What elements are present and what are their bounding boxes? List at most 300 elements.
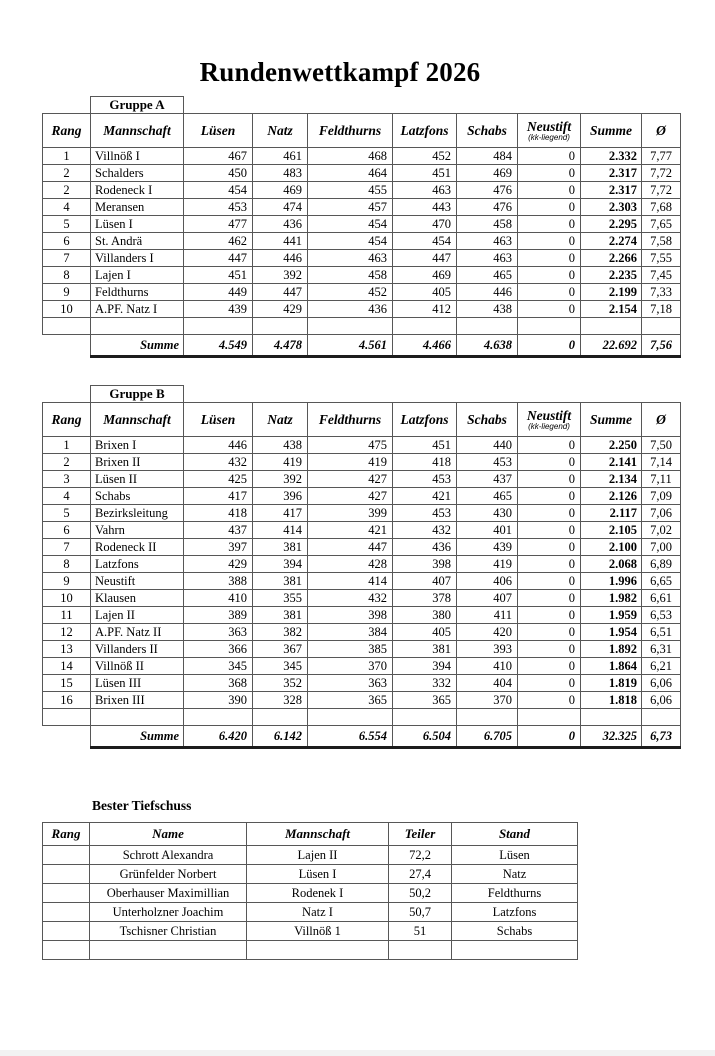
table-row [43, 922, 578, 941]
feldthurns-score-cell: 363 [308, 675, 393, 692]
schabs-score-cell: 465 [457, 488, 518, 505]
header-label: Natz [267, 411, 293, 427]
latzfons-score-cell: 453 [393, 505, 457, 522]
summe-cell [581, 318, 642, 335]
gruppe-b-label: Gruppe B [90, 385, 184, 403]
schabs-score-cell: 393 [457, 641, 518, 658]
neustift-score-cell: 0 [518, 641, 581, 658]
table-row [43, 301, 681, 318]
summe-cell: 2.134 [581, 471, 642, 488]
table-row [43, 590, 681, 607]
header-row [43, 823, 578, 846]
luesen-score-cell: 366 [184, 641, 253, 658]
rang-cell: 8 [43, 556, 91, 573]
table-row [43, 884, 578, 903]
neustift-score-cell: 0 [518, 437, 581, 454]
average-cell: 7,11 [642, 471, 681, 488]
neustift-score-cell: 0 [518, 301, 581, 318]
page-bottom-edge [0, 1050, 715, 1056]
summe-cell: 2.199 [581, 284, 642, 301]
latzfons-score-cell: 463 [393, 182, 457, 199]
summe-latzfons-cell: 6.504 [393, 726, 457, 748]
latzfons-score-cell: 451 [393, 165, 457, 182]
column-header-rang [43, 403, 91, 437]
column-header-natz [253, 114, 308, 148]
summe-cell: 1.996 [581, 573, 642, 590]
latzfons-score-cell: 469 [393, 267, 457, 284]
latzfons-score-cell: 365 [393, 692, 457, 709]
table-row [43, 709, 681, 726]
stand-cell: Schabs [452, 922, 578, 941]
header-label: Summe [589, 122, 632, 138]
blank-cell [43, 726, 91, 748]
luesen-score-cell: 345 [184, 658, 253, 675]
summe-cell: 2.117 [581, 505, 642, 522]
header-label: Neustift [526, 408, 572, 423]
luesen-score-cell: 432 [184, 454, 253, 471]
mannschaft-cell: Rodenek I [247, 884, 389, 903]
feldthurns-score-cell: 436 [308, 301, 393, 318]
average-cell: 7,33 [642, 284, 681, 301]
mannschaft-cell: Lüsen III [91, 675, 184, 692]
table-row [43, 182, 681, 199]
mannschaft-cell: St. Andrä [91, 233, 184, 250]
column-header-neustift [518, 114, 581, 148]
luesen-score-cell: 429 [184, 556, 253, 573]
header-label: Mannschaft [103, 411, 171, 427]
rang-cell: 1 [43, 148, 91, 165]
column-header-rang: Rang [43, 823, 90, 846]
luesen-score-cell: 437 [184, 522, 253, 539]
latzfons-score-cell: 407 [393, 573, 457, 590]
header-sublabel: (kk-liegend) [528, 133, 570, 142]
neustift-score-cell: 0 [518, 505, 581, 522]
rang-cell [43, 318, 91, 335]
rang-cell [43, 903, 90, 922]
neustift-score-cell: 0 [518, 250, 581, 267]
header-label: Latzfons [400, 411, 449, 427]
mannschaft-cell: Lajen II [247, 846, 389, 865]
summe-neustift-cell: 0 [518, 335, 581, 357]
mannschaft-cell: Villanders II [91, 641, 184, 658]
header-label: Lüsen [200, 122, 236, 138]
natz-score-cell: 392 [253, 267, 308, 284]
mannschaft-cell: Lüsen II [91, 471, 184, 488]
column-header-durchschnitt [642, 114, 681, 148]
luesen-score-cell: 446 [184, 437, 253, 454]
teiler-cell: 50,2 [389, 884, 452, 903]
natz-score-cell: 474 [253, 199, 308, 216]
neustift-score-cell: 0 [518, 573, 581, 590]
feldthurns-score-cell: 463 [308, 250, 393, 267]
average-cell: 7,65 [642, 216, 681, 233]
name-cell: Oberhauser Maximillian [90, 884, 247, 903]
table-row [43, 624, 681, 641]
column-header-summe [581, 114, 642, 148]
table-row [43, 658, 681, 675]
schabs-score-cell [457, 709, 518, 726]
rang-cell: 13 [43, 641, 91, 658]
latzfons-score-cell: 412 [393, 301, 457, 318]
luesen-score-cell: 467 [184, 148, 253, 165]
rang-cell: 11 [43, 607, 91, 624]
table-row [43, 233, 681, 250]
schabs-score-cell: 406 [457, 573, 518, 590]
natz-score-cell: 355 [253, 590, 308, 607]
rang-cell: 4 [43, 199, 91, 216]
summe-summe-cell: 22.692 [581, 335, 642, 357]
mannschaft-cell: Villnöß II [91, 658, 184, 675]
schabs-score-cell: 437 [457, 471, 518, 488]
average-cell: 6,06 [642, 692, 681, 709]
average-cell: 6,89 [642, 556, 681, 573]
average-cell [642, 709, 681, 726]
header-label: Feldthurns [318, 122, 382, 138]
column-header-durchschnitt [642, 403, 681, 437]
neustift-score-cell: 0 [518, 233, 581, 250]
mannschaft-cell: Lüsen I [91, 216, 184, 233]
average-cell: 6,31 [642, 641, 681, 658]
natz-score-cell: 436 [253, 216, 308, 233]
tiefschuss-table [42, 822, 578, 960]
rang-cell: 9 [43, 573, 91, 590]
natz-score-cell: 441 [253, 233, 308, 250]
summe-cell: 2.332 [581, 148, 642, 165]
header-label: Neustift [526, 119, 572, 134]
average-cell: 7,14 [642, 454, 681, 471]
table-row [43, 846, 578, 865]
natz-score-cell: 352 [253, 675, 308, 692]
summe-schabs-cell: 4.638 [457, 335, 518, 357]
header-label: Lüsen [200, 411, 236, 427]
header-label: Schabs [467, 122, 507, 138]
schabs-score-cell: 401 [457, 522, 518, 539]
header-label: Ø [656, 122, 666, 138]
teiler-cell: 51 [389, 922, 452, 941]
table-row [43, 267, 681, 284]
rang-cell: 6 [43, 522, 91, 539]
table-row [43, 505, 681, 522]
neustift-score-cell: 0 [518, 182, 581, 199]
latzfons-score-cell: 421 [393, 488, 457, 505]
average-cell: 7,06 [642, 505, 681, 522]
luesen-score-cell: 390 [184, 692, 253, 709]
mannschaft-cell: Lajen II [91, 607, 184, 624]
header-label: Latzfons [400, 122, 449, 138]
luesen-score-cell: 397 [184, 539, 253, 556]
column-header-feldthurns [308, 114, 393, 148]
schabs-score-cell: 440 [457, 437, 518, 454]
summe-cell: 2.105 [581, 522, 642, 539]
table-row [43, 641, 681, 658]
feldthurns-score-cell: 464 [308, 165, 393, 182]
gruppe-b-table [42, 402, 681, 749]
mannschaft-cell: Feldthurns [91, 284, 184, 301]
natz-score-cell: 438 [253, 437, 308, 454]
rang-cell: 6 [43, 233, 91, 250]
gruppe-a-label: Gruppe A [90, 96, 184, 114]
column-header-schabs [457, 403, 518, 437]
average-cell: 7,77 [642, 148, 681, 165]
summe-cell: 1.819 [581, 675, 642, 692]
average-cell: 7,45 [642, 267, 681, 284]
average-cell: 6,61 [642, 590, 681, 607]
natz-score-cell [253, 709, 308, 726]
table-row [43, 675, 681, 692]
natz-score-cell [253, 318, 308, 335]
summe-cell: 2.274 [581, 233, 642, 250]
luesen-score-cell [184, 709, 253, 726]
natz-score-cell: 328 [253, 692, 308, 709]
feldthurns-score-cell: 384 [308, 624, 393, 641]
summe-cell: 2.154 [581, 301, 642, 318]
feldthurns-score-cell: 457 [308, 199, 393, 216]
page-title: Rundenwettkampf 2026 [199, 57, 481, 87]
summe-cell: 1.892 [581, 641, 642, 658]
natz-score-cell: 419 [253, 454, 308, 471]
luesen-score-cell: 447 [184, 250, 253, 267]
column-header-schabs [457, 114, 518, 148]
feldthurns-score-cell: 432 [308, 590, 393, 607]
natz-score-cell: 381 [253, 607, 308, 624]
name-cell: Grünfelder Norbert [90, 865, 247, 884]
mannschaft-cell: Klausen [91, 590, 184, 607]
mannschaft-cell: Rodeneck I [91, 182, 184, 199]
rang-cell: 7 [43, 250, 91, 267]
summe-cell: 2.068 [581, 556, 642, 573]
rang-cell: 5 [43, 505, 91, 522]
natz-score-cell: 381 [253, 539, 308, 556]
average-cell: 6,21 [642, 658, 681, 675]
stand-cell: Lüsen [452, 846, 578, 865]
column-header-natz [253, 403, 308, 437]
luesen-score-cell: 462 [184, 233, 253, 250]
summe-cell: 1.959 [581, 607, 642, 624]
feldthurns-score-cell: 421 [308, 522, 393, 539]
teiler-cell: 50,7 [389, 903, 452, 922]
mannschaft-cell [91, 318, 184, 335]
summe-durchschnitt-cell: 6,73 [642, 726, 681, 748]
natz-score-cell: 394 [253, 556, 308, 573]
table-row [43, 941, 578, 960]
latzfons-score-cell: 418 [393, 454, 457, 471]
natz-score-cell: 447 [253, 284, 308, 301]
column-header-latzfons [393, 403, 457, 437]
column-header-luesen [184, 114, 253, 148]
average-cell: 7,72 [642, 182, 681, 199]
natz-score-cell: 446 [253, 250, 308, 267]
latzfons-score-cell: 470 [393, 216, 457, 233]
rang-cell: 2 [43, 454, 91, 471]
latzfons-score-cell: 378 [393, 590, 457, 607]
natz-score-cell: 417 [253, 505, 308, 522]
summe-cell: 1.818 [581, 692, 642, 709]
column-header-teiler: Teiler [389, 823, 452, 846]
header-row [43, 114, 681, 148]
table-row [43, 437, 681, 454]
latzfons-score-cell: 453 [393, 471, 457, 488]
neustift-score-cell: 0 [518, 165, 581, 182]
luesen-score-cell: 453 [184, 199, 253, 216]
table-row [43, 284, 681, 301]
average-cell: 7,50 [642, 437, 681, 454]
rang-cell [43, 865, 90, 884]
rang-cell [43, 884, 90, 903]
column-header-name: Name [90, 823, 247, 846]
latzfons-score-cell: 447 [393, 250, 457, 267]
feldthurns-score-cell: 365 [308, 692, 393, 709]
teiler-cell: 72,2 [389, 846, 452, 865]
header-label: Natz [267, 122, 293, 138]
schabs-score-cell: 410 [457, 658, 518, 675]
average-cell: 7,68 [642, 199, 681, 216]
mannschaft-cell: Bezirksleitung [91, 505, 184, 522]
summe-cell: 2.317 [581, 165, 642, 182]
luesen-score-cell: 368 [184, 675, 253, 692]
luesen-score-cell: 449 [184, 284, 253, 301]
latzfons-score-cell [393, 709, 457, 726]
rang-cell: 2 [43, 182, 91, 199]
latzfons-score-cell: 380 [393, 607, 457, 624]
summe-cell: 1.954 [581, 624, 642, 641]
table-row [43, 607, 681, 624]
average-cell: 6,51 [642, 624, 681, 641]
luesen-score-cell: 389 [184, 607, 253, 624]
neustift-score-cell: 0 [518, 488, 581, 505]
header-label: Mannschaft [103, 122, 171, 138]
luesen-score-cell: 477 [184, 216, 253, 233]
summe-neustift-cell: 0 [518, 726, 581, 748]
gruppe-a-section [42, 96, 680, 358]
summe-natz-cell: 6.142 [253, 726, 308, 748]
neustift-score-cell: 0 [518, 199, 581, 216]
schabs-score-cell: 420 [457, 624, 518, 641]
mannschaft-cell: Schalders [91, 165, 184, 182]
summe-luesen-cell: 4.549 [184, 335, 253, 357]
mannschaft-cell: Villnöß I [91, 148, 184, 165]
table-row [43, 199, 681, 216]
teiler-cell [389, 941, 452, 960]
average-cell: 7,02 [642, 522, 681, 539]
latzfons-score-cell: 432 [393, 522, 457, 539]
luesen-score-cell: 418 [184, 505, 253, 522]
mannschaft-cell: A.PF. Natz II [91, 624, 184, 641]
header-label: Schabs [467, 411, 507, 427]
mannschaft-cell [247, 941, 389, 960]
average-cell: 6,06 [642, 675, 681, 692]
neustift-score-cell: 0 [518, 692, 581, 709]
luesen-score-cell: 451 [184, 267, 253, 284]
mannschaft-cell: Rodeneck II [91, 539, 184, 556]
summe-cell: 1.982 [581, 590, 642, 607]
summe-cell: 2.303 [581, 199, 642, 216]
feldthurns-score-cell [308, 709, 393, 726]
table-row [43, 148, 681, 165]
mannschaft-cell [91, 709, 184, 726]
feldthurns-score-cell: 419 [308, 454, 393, 471]
neustift-score-cell: 0 [518, 675, 581, 692]
neustift-score-cell: 0 [518, 658, 581, 675]
luesen-score-cell [184, 318, 253, 335]
table-row [43, 903, 578, 922]
tiefschuss-section [42, 798, 680, 960]
gruppe-a-table [42, 113, 681, 358]
summe-row [43, 335, 681, 357]
rang-cell: 1 [43, 437, 91, 454]
latzfons-score-cell: 454 [393, 233, 457, 250]
latzfons-score-cell: 405 [393, 284, 457, 301]
neustift-score-cell: 0 [518, 607, 581, 624]
feldthurns-score-cell: 399 [308, 505, 393, 522]
header-label: Rang [51, 122, 82, 138]
summe-cell: 2.317 [581, 182, 642, 199]
feldthurns-score-cell: 427 [308, 488, 393, 505]
table-row [43, 471, 681, 488]
column-header-luesen [184, 403, 253, 437]
stand-cell [452, 941, 578, 960]
schabs-score-cell: 476 [457, 199, 518, 216]
natz-score-cell: 382 [253, 624, 308, 641]
column-header-neustift [518, 403, 581, 437]
feldthurns-score-cell: 454 [308, 233, 393, 250]
feldthurns-score-cell: 455 [308, 182, 393, 199]
header-label: Rang [51, 411, 82, 427]
mannschaft-cell: Natz I [247, 903, 389, 922]
header-row [43, 403, 681, 437]
schabs-score-cell: 370 [457, 692, 518, 709]
summe-natz-cell: 4.478 [253, 335, 308, 357]
feldthurns-score-cell [308, 318, 393, 335]
luesen-score-cell: 450 [184, 165, 253, 182]
schabs-score-cell: 404 [457, 675, 518, 692]
neustift-score-cell: 0 [518, 454, 581, 471]
neustift-score-cell: 0 [518, 624, 581, 641]
schabs-score-cell: 453 [457, 454, 518, 471]
natz-score-cell: 461 [253, 148, 308, 165]
summe-cell [581, 709, 642, 726]
summe-cell: 2.126 [581, 488, 642, 505]
schabs-score-cell: 458 [457, 216, 518, 233]
gruppe-b-section [42, 385, 680, 749]
rang-cell: 10 [43, 590, 91, 607]
natz-score-cell: 483 [253, 165, 308, 182]
document-page [42, 56, 680, 960]
mannschaft-cell: Villanders I [91, 250, 184, 267]
schabs-score-cell: 465 [457, 267, 518, 284]
neustift-score-cell: 0 [518, 216, 581, 233]
column-header-latzfons [393, 114, 457, 148]
average-cell: 7,09 [642, 488, 681, 505]
name-cell: Unterholzner Joachim [90, 903, 247, 922]
stand-cell: Natz [452, 865, 578, 884]
table-row [43, 318, 681, 335]
neustift-score-cell: 0 [518, 148, 581, 165]
average-cell: 7,55 [642, 250, 681, 267]
neustift-score-cell: 0 [518, 539, 581, 556]
table-row [43, 865, 578, 884]
rang-cell: 15 [43, 675, 91, 692]
mannschaft-cell: Lajen I [91, 267, 184, 284]
rang-cell: 14 [43, 658, 91, 675]
latzfons-score-cell: 405 [393, 624, 457, 641]
table-row [43, 454, 681, 471]
mannschaft-cell: Meransen [91, 199, 184, 216]
summe-latzfons-cell: 4.466 [393, 335, 457, 357]
table-row [43, 165, 681, 182]
latzfons-score-cell: 452 [393, 148, 457, 165]
latzfons-score-cell [393, 318, 457, 335]
natz-score-cell: 381 [253, 573, 308, 590]
